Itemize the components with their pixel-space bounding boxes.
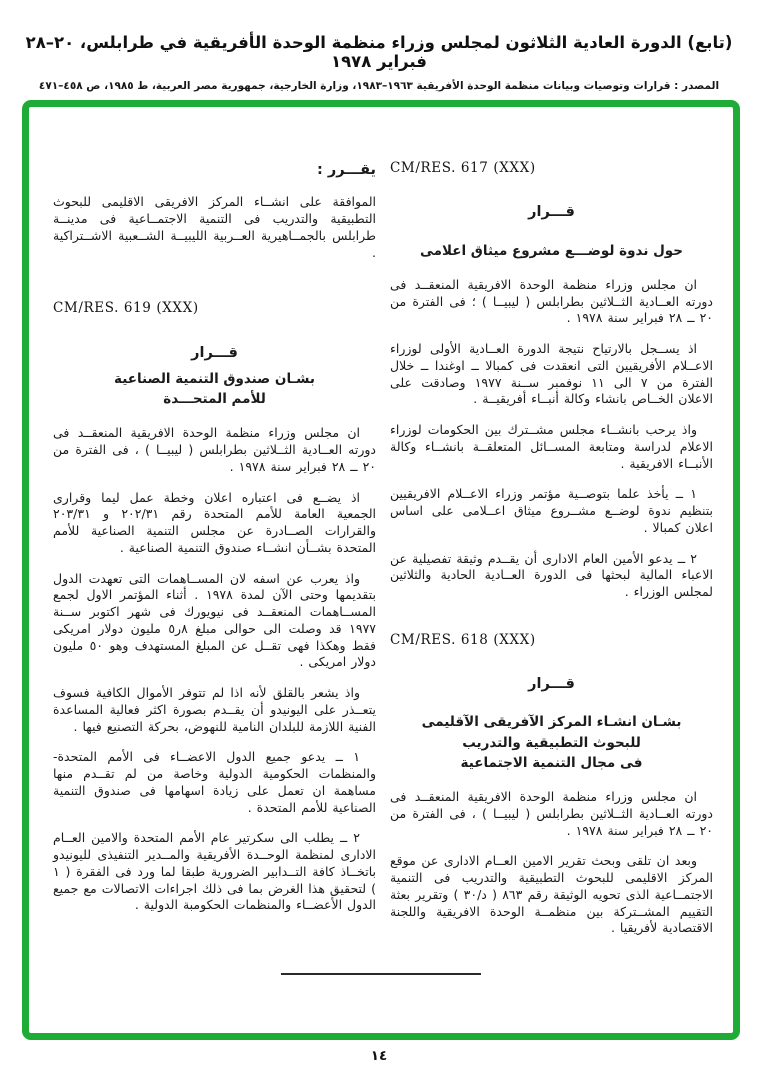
resolution-617-title: حول ندوة لوضـــع مشروع ميثاق اعلامى — [419, 242, 684, 259]
resolution-619-paragraph: ان مجلس وزراء منظمة الوحدة الافريقية المنعقــد فى دورته العــادية الثــلاثين بطرابلس ( ليبيــا ) ، فى الفترة من ٢٠ ــ ٢٨ فبراير سنة ١٩٧٨ . — [53, 425, 376, 474]
resolution-619-title-line: للأمم المتحـــدة — [163, 391, 266, 408]
resolution-618-paragraph: ان مجلس وزراء منظمة الوحدة الافريقية المنعقــد فى دورته العــادية الثــلاثين بطرابلس ( ليبيــا ) ، فى الفترة من ٢٠ ــ ٢٨ فبراير سنة ١٩٧٨ . — [390, 789, 713, 838]
resolution-618-heading: قـــرار — [528, 675, 575, 692]
resolution-619-paragraph: واذ يعرب عن اسفه لان المســاهمات التى تعهدت الدول بتقديمها وحتى الآن لمدة ١٩٧٨ . أثناء المؤتمر الاول لجمع المســاهمات المنعقــد فى نيويورك فى شهر اكتوبر ســنة ١٩٧٧ قد وصلت الى حوالى مبلغ ٨ر٥ مليون دولار امريكى فقط وهكذا فهى تقــل عن المبلغ المستهدف وهو ٥٠ مليون دولار امريكى . — [53, 570, 377, 670]
source-citation: المصدر : قرارات وتوصيات وبيانات منظمة الوحدة الأفريقية ١٩٦٣–١٩٨٣، وزارة الخارجية، جمهورية مصر العربية، ط ١٩٨٥، ص ٤٥٨–٤٧١ — [38, 80, 720, 92]
resolution-618-title — [390, 712, 713, 773]
resolution-617-code: CM/RES. 617 (XXX) — [390, 160, 536, 176]
resolution-618-paragraph: وبعد ان تلقى وبحث تقرير الامين العــام الادارى عن موقع المركز الاقليمى للبحوث التطبيقية والتدريب فى التنمية الاجتمــاعية الذى تحويه الوثيقة رقم ٨٦٣ ( د/٣٠ ) وتقرير بعثة التقييم المشــتركة بين منظمــة الوحدة الافريقية واللجنة الاقتصادية لأفريقيا . — [390, 853, 713, 936]
decision-clause-label: يقـــرر : — [317, 162, 376, 178]
page-number: ١٤ — [370, 1048, 388, 1064]
resolution-618-title-line: فى مجال التنمية الاجتماعية — [460, 754, 643, 771]
resolution-619-paragraph: واذ يشعر بالقلق لأنه اذا لم تتوفر الأموال الكافية فسوف يتعــذر على اليونيدو أن يقــدم بصورة اكثر فعالية المساعدة الفنية اللازمة للبلدان النامية للنهوض، بحركة التصنيع فيها . — [53, 685, 376, 734]
resolution-619-item-2: ٢ ــ يطلب الى سكرتير عام الأمم المتحدة والامين العــام الادارى لمنظمة الوحــدة الأفريقية والمــدير التنفيذى لليونيدو باتخــاذ كافة التــدابير الضرورية طبقا لما ورد فى الفقرة ( ١ ) لتحقيق هذا الغرض بما فى ذلك اجراءات الاتصالات مع جميع الدول الأعضــاء والمنظمات الحكومبة الدولية . — [53, 830, 376, 913]
resolution-619-item-1: ١ ــ يدعو جميع الدول الاعضــاء فى الأمم المتحدة- والمنظمات الحكومية الدولية وخاصة من لم تقــدم منها مساهمة ان تعمل على زيادة اسهامها فى صندوق التنمية الصناعية للأمم المتحدة . — [53, 749, 376, 815]
resolution-617-heading: قـــرار — [528, 204, 575, 221]
column-left — [53, 153, 376, 1033]
resolution-617-item-2: ٢ ــ يدعو الأمين العام الادارى أن يقــدم وثيقة تفصيلية عن الاعباء المالية لبحثها فى الدورة العــادية الحادية والثلاثين لمجلس الوزراء . — [390, 550, 713, 599]
resolution-617-paragraph: واذ يرحب بانشــاء مجلس مشــترك بين الحكومات لوزراء الاعلام لدراسة ومتابعة المســائل المتعلقــة بانشــاء وكالة الأنبــاء الافريقية . — [390, 422, 713, 471]
document-title: (تابع) الدورة العادية الثلاثون لمجلس وزراء منظمة الوحدة الأفريقية في طرابلس، ٢٠–٢٨ فبراير ١٩٧٨ — [25, 33, 733, 71]
resolution-617-paragraph: ان مجلس وزراء منظمة الوحدة الافريقية المنعقــد فى دورته العــادية الثــلاثين بطرابلس ( ليبيــا ) ؛ فى الفترة من ٢٠ ــ ٢٨ فبراير سنة ١٩٧٨ . — [390, 276, 713, 326]
end-of-text-divider — [281, 973, 481, 975]
resolution-617-item-1: ١ ــ يأخذ علما بتوصــية مؤتمر وزراء الاعــلام الافريقيين بتنظيم ندوة لوضــع مشــروع ميثاق اعــلامى على اساس اعلان كمبالا . — [390, 486, 713, 535]
resolution-618-title-line: بشـان انشـاء المركز الآفريقى الآقليمى — [421, 714, 682, 731]
decision-clause-body: الموافقة على انشــاء المركز الافريقى الاقليمى للبحوث التطبيقية والتدريب فى التنمية الاجتمــاعية فى مدينــة طرابلس بالجمــاهيرية العــربية الليبيــة الشــعبية الاشــتراكية . — [53, 194, 376, 260]
resolution-619-title-line: بشـان صندوق التنمية الصناعية — [114, 370, 315, 387]
two-column-layout — [29, 107, 733, 1033]
resolution-618-title-line: للبحوث التطبيقية والتدريب — [462, 734, 641, 751]
page-header — [0, 0, 758, 92]
resolution-619-paragraph: اذ يضــع فى اعتباره اعلان وخطة عمل ليما وقرارى الجمعية العامة للأمم المتحدة رقم ٢٠٢/٣١ و ٢٠٣/٣١ والقرارات الصــادرة عن مجلس التنمية الصناعية للأمم المتحدة بشــأن انشــاء صندوق التنمية الصناعية . — [53, 489, 376, 555]
resolution-618-code: CM/RES. 618 (XXX) — [390, 631, 536, 648]
resolution-619-title — [53, 369, 376, 410]
document-frame — [22, 100, 740, 1040]
resolution-619-code: CM/RES. 619 (XXX) — [53, 300, 199, 317]
resolution-619-heading: قـــرار — [191, 344, 238, 361]
resolution-617-paragraph: اذ يســجل بالارتياح نتيجة الدورة العــادية الأولى لوزراء الاعــلام الأفريقيين التى انعقدت فى كمبالا ــ اوغندا ــ خلال الفترة من ٧ الى ١١ نوفمبر ســنة ١٩٧٧ وصادقت على الاعلان الخــاص بانشاء وكالة أنبــاء أفريقيــة . — [390, 341, 713, 407]
column-right — [390, 153, 713, 1033]
